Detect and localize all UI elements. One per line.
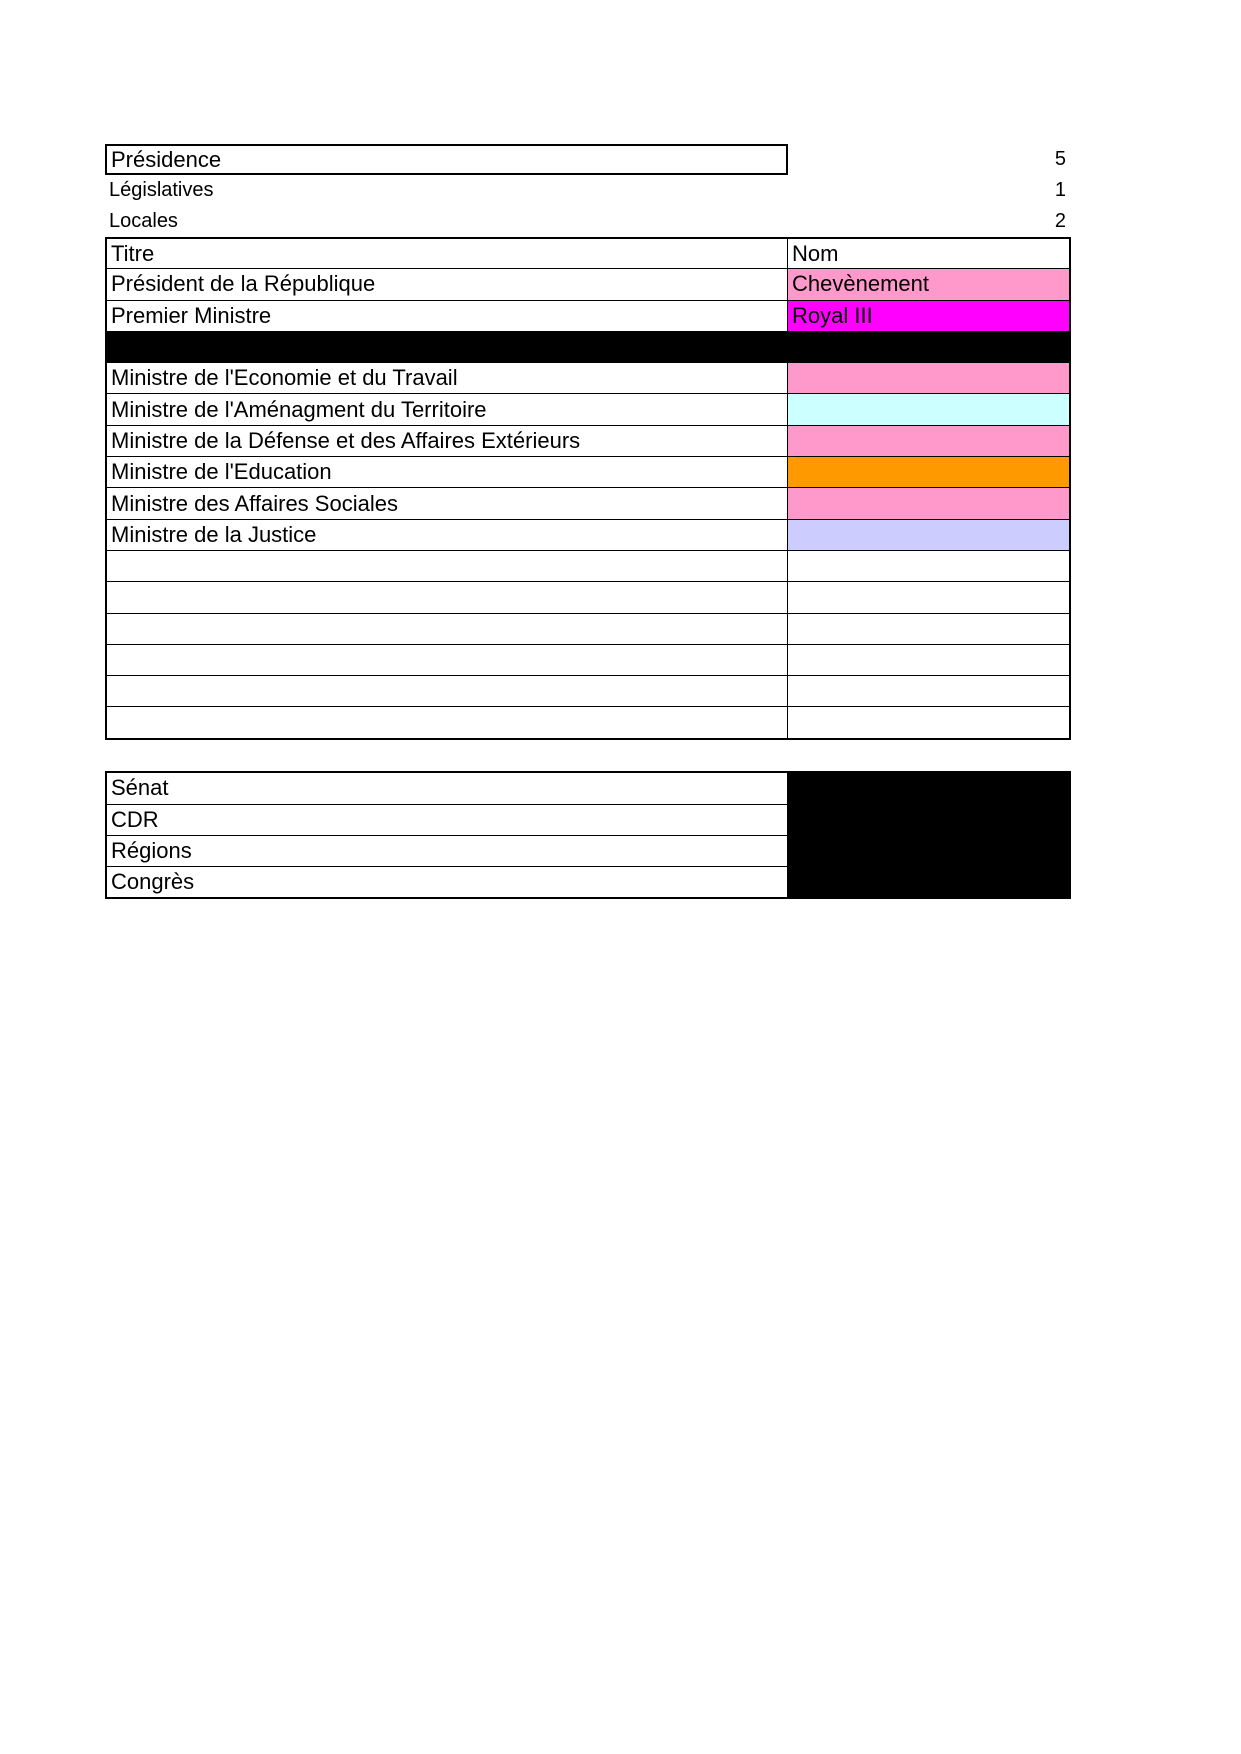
- assembly-row: [107, 866, 1069, 897]
- cell-name[interactable]: Royal III: [788, 301, 1069, 331]
- cell-legislatives-label[interactable]: Législatives: [109, 179, 214, 201]
- cell-title[interactable]: [107, 551, 788, 581]
- cell-name[interactable]: [788, 363, 1069, 393]
- table-row: [107, 331, 1069, 362]
- spreadsheet-page: [105, 144, 1071, 899]
- table-row: [107, 425, 1069, 456]
- cell-assembly-value[interactable]: [788, 773, 1069, 804]
- cell-name[interactable]: [788, 426, 1069, 456]
- cell-assembly-value[interactable]: [788, 805, 1069, 835]
- cell-name[interactable]: [788, 645, 1069, 675]
- table-row: [107, 300, 1069, 331]
- cell-name[interactable]: [788, 394, 1069, 424]
- cell-title[interactable]: [107, 582, 788, 612]
- spacer: [105, 740, 1071, 771]
- column-header-titre[interactable]: Titre: [107, 239, 788, 268]
- cell-title[interactable]: Président de la République: [107, 269, 788, 299]
- cell-name[interactable]: [788, 676, 1069, 706]
- cell-name[interactable]: [788, 707, 1069, 737]
- table-header-row: [107, 237, 1069, 268]
- cell-name[interactable]: [788, 332, 1069, 362]
- cell-assembly-label[interactable]: CDR: [107, 805, 788, 835]
- table-row: [107, 644, 1069, 675]
- table-row: [107, 487, 1069, 518]
- cell-title[interactable]: Ministre des Affaires Sociales: [107, 488, 788, 518]
- cell-assembly-value[interactable]: [788, 867, 1069, 897]
- cell-legislatives-value[interactable]: 1: [1054, 179, 1066, 201]
- cell-assembly-label[interactable]: Sénat: [107, 773, 788, 804]
- table-row: [107, 519, 1069, 550]
- cell-locales-value[interactable]: 2: [1054, 210, 1066, 232]
- cell-title[interactable]: Ministre de la Justice: [107, 520, 788, 550]
- cell-locales-label[interactable]: Locales: [109, 210, 178, 232]
- row-locales: [105, 206, 1071, 237]
- table-row: [107, 581, 1069, 612]
- cell-name[interactable]: [788, 520, 1069, 550]
- table-row: [107, 456, 1069, 487]
- table-row: [107, 362, 1069, 393]
- cell-name[interactable]: [788, 614, 1069, 644]
- row-legislatives: [105, 175, 1071, 206]
- table-row: [107, 613, 1069, 644]
- table-row: [107, 393, 1069, 424]
- cell-title[interactable]: [107, 676, 788, 706]
- cell-name[interactable]: [788, 488, 1069, 518]
- column-header-nom[interactable]: Nom: [792, 240, 839, 266]
- cell-name[interactable]: Chevènement: [788, 269, 1069, 299]
- cell-title[interactable]: [107, 707, 788, 737]
- assemblies-table: [105, 771, 1071, 899]
- cell-title[interactable]: [107, 645, 788, 675]
- cell-assembly-label[interactable]: Régions: [107, 836, 788, 866]
- assembly-row: [107, 773, 1069, 804]
- cell-title[interactable]: Ministre de l'Economie et du Travail: [107, 363, 788, 393]
- cell-title[interactable]: [107, 614, 788, 644]
- cell-name[interactable]: [788, 551, 1069, 581]
- row-presidence: [105, 144, 1071, 175]
- cell-title[interactable]: Ministre de l'Education: [107, 457, 788, 487]
- cell-assembly-value[interactable]: [788, 836, 1069, 866]
- cell-presidence-label[interactable]: Présidence: [105, 144, 788, 175]
- table-row: [107, 268, 1069, 299]
- cell-title[interactable]: Premier Ministre: [107, 301, 788, 331]
- assembly-row: [107, 804, 1069, 835]
- cell-assembly-label[interactable]: Congrès: [107, 867, 788, 897]
- cell-title[interactable]: [107, 332, 788, 362]
- table-row: [107, 550, 1069, 581]
- cell-name[interactable]: [788, 457, 1069, 487]
- cell-name[interactable]: [788, 582, 1069, 612]
- cell-title[interactable]: Ministre de la Défense et des Affaires Extérieurs: [107, 426, 788, 456]
- table-row: [107, 706, 1069, 737]
- government-table: [105, 237, 1071, 740]
- assembly-row: [107, 835, 1069, 866]
- cell-title[interactable]: Ministre de l'Aménagment du Territoire: [107, 394, 788, 424]
- cell-presidence-value[interactable]: 5: [1054, 148, 1066, 170]
- table-row: [107, 675, 1069, 706]
